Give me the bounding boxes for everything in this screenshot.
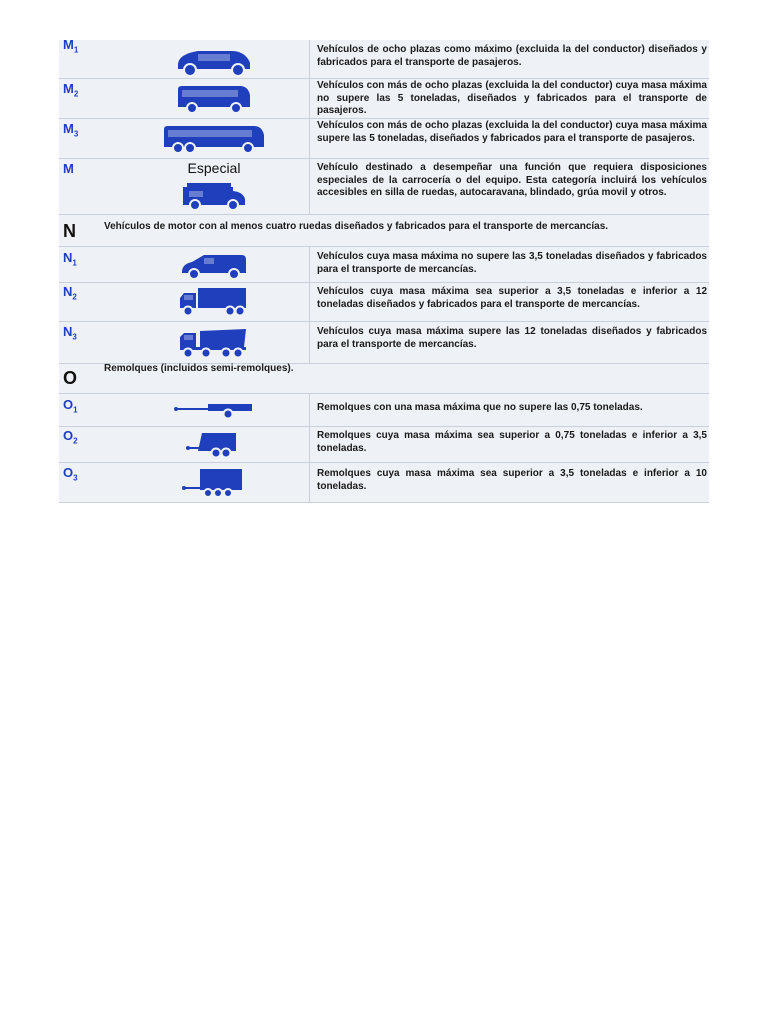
especial-label: Especial (187, 160, 241, 176)
table-row-n1 (59, 246, 709, 283)
row-description: Vehículos cuya masa máxima no supere las 3,5 toneladas diseñados y fabricados para el transporte de mercancías. (317, 251, 707, 275)
table-row-o2 (59, 425, 709, 463)
column-divider (309, 40, 310, 78)
row-code: $N_1$ (63, 250, 77, 268)
category-description: Vehículos de motor con al menos cuatro ruedas diseñados y fabricados para el transporte de mercancías. (104, 221, 609, 232)
category-header-n (59, 216, 709, 250)
row-code: M (63, 161, 74, 176)
table-row-n3 (59, 321, 709, 364)
row-description: Vehículos con más de ocho plazas (excluida la del conductor) cuya masa máxima no supere las 5 toneladas, diseñados y fabricados para el transporte de pasajeros. (317, 80, 707, 116)
row-description: Vehículos con más de ocho plazas (excluida la del conductor) cuya masa máxima supere las 5 toneladas, diseñados y fabricados para el transporte de pasajeros. (317, 120, 707, 144)
row-description: Vehículos cuya masa máxima sea superior a 3,5 toneladas e inferior a 12 toneladas diseñados y fabricados para el transporte de mercancías. (317, 286, 707, 310)
category-letter: N (63, 221, 76, 241)
column-divider (309, 394, 310, 426)
column-divider (309, 425, 310, 462)
row-code: $O_3$ (63, 465, 78, 483)
column-divider (309, 247, 310, 282)
dump-truck-icon (119, 324, 309, 360)
row-description: Remolques cuya masa máxima sea superior a 3,5 toneladas e inferior a 10 toneladas. (317, 468, 707, 492)
row-code: $M_1$ (63, 40, 79, 55)
row-description: Remolques cuya masa máxima sea superior a 0,75 toneladas e inferior a 3,5 toneladas. (317, 430, 707, 454)
table-row-o3 (59, 462, 709, 503)
row-code: $O_1$ (63, 397, 78, 415)
row-code: $M_3$ (63, 121, 79, 139)
coach-icon (119, 121, 309, 157)
row-description: Remolques con una masa máxima que no supere las 0,75 toneladas. (317, 402, 643, 413)
row-code: $O_2$ (63, 428, 78, 446)
table-row-m-especial (59, 158, 709, 215)
minibus-icon (119, 81, 309, 117)
category-description: Remolques (incluidos semi-remolques). (104, 363, 294, 374)
column-divider (309, 78, 310, 118)
row-code: $N_2$ (63, 284, 77, 302)
table-row-m1 (59, 40, 709, 79)
category-header-o (59, 363, 709, 395)
light-trailer-icon (119, 398, 309, 424)
row-description: Vehículos de ocho plazas como máximo (excluida la del conductor) diseñados y fabricados para el transporte de pasajeros. (317, 44, 707, 68)
car-icon (119, 44, 309, 78)
table-row-m2 (59, 78, 709, 119)
row-code: $N_3$ (63, 324, 77, 342)
category-letter: O (63, 368, 78, 388)
heavy-trailer-icon (119, 465, 309, 499)
row-description: Vehículo destinado a desempeñar una función que requiera disposiciones especiales de la carrocería o del equipo. Esta categoría incluirá los vehículos accesibles en silla de ruedas, autocaravana, blindado, grúa movil y otros. (317, 162, 707, 198)
truck-icon (119, 284, 309, 318)
column-divider (309, 321, 310, 363)
camper-icon (119, 180, 309, 212)
vehicle-category-table (59, 40, 709, 503)
column-divider (309, 158, 310, 214)
van-icon (119, 251, 309, 281)
column-divider (309, 281, 310, 321)
row-description: Vehículos cuya masa máxima supere las 12 toneladas diseñados y fabricados para el transporte de mercancías. (317, 326, 707, 350)
table-row-n2 (59, 281, 709, 322)
box-trailer-icon (119, 428, 309, 460)
row-code: $M_2$ (63, 81, 79, 99)
table-row-o1 (59, 393, 709, 427)
table-row-m3 (59, 118, 709, 159)
column-divider (309, 118, 310, 158)
column-divider (309, 462, 310, 502)
